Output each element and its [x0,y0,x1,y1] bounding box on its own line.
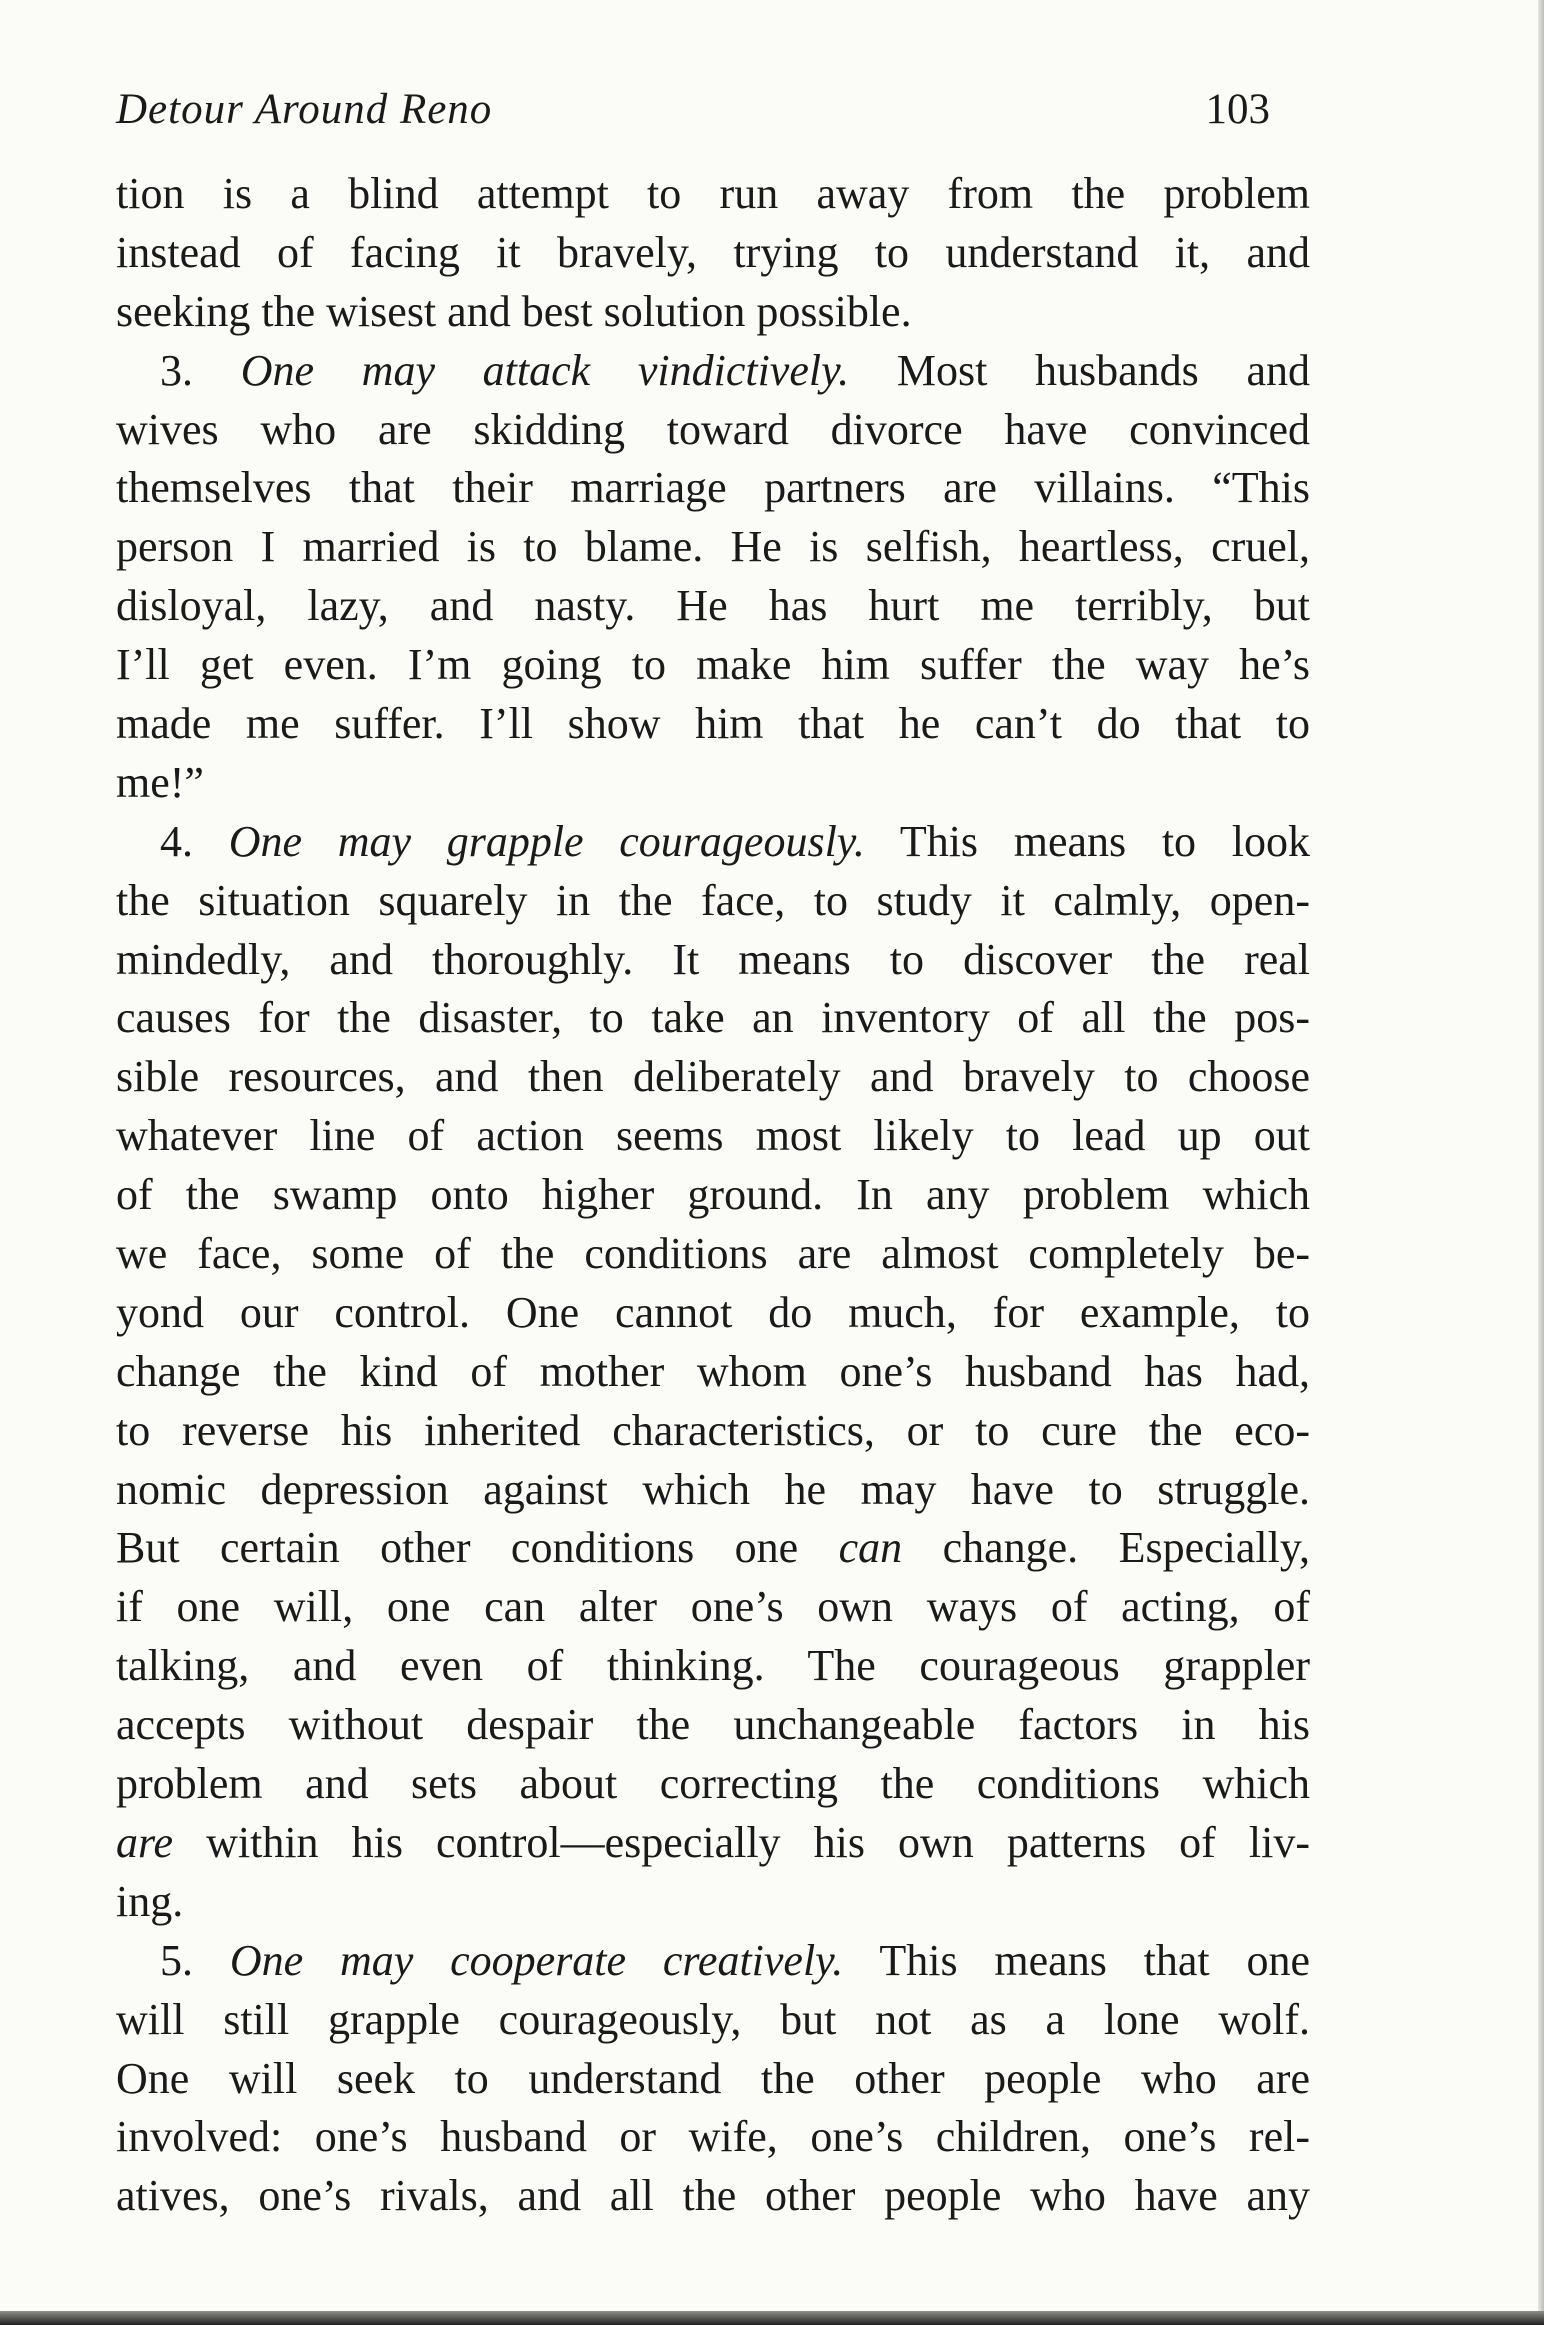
list-number: 4. [160,816,193,866]
text-line: wives who are skidding toward divorce have convinced [116,404,1310,454]
text-line: disloyal, lazy, and nasty. He has hurt me terribly, but [116,581,1310,631]
text-line: accepts without despair the unchangeable factors in his [116,1700,1310,1750]
text-line: But certain other conditions one can change. Especially, [116,1523,1310,1573]
list-item-heading: 5. One may cooperate creatively. This means that one [160,1935,1310,1985]
text-line: mindedly, and thoroughly. It means to discover the real [116,934,1310,984]
text-line: tion is a blind attempt to run away from the problem [116,169,1310,218]
text-line: atives, one’s rivals, and all the other people who have any [116,2171,1310,2221]
text-line: made me suffer. I’ll show him that he can’t do that to [116,699,1310,749]
list-item-heading: 3. One may attack vindictively. Most husbands and [160,345,1311,395]
text-line: person I married is to blame. He is selfish, heartless, cruel, [116,522,1310,572]
text-line: themselves that their marriage partners are villains. “This [116,463,1310,513]
running-title: Detour Around Reno [116,86,493,133]
text-line: problem and sets about correcting the conditions which [116,1759,1310,1809]
list-item-title: One may cooperate creatively. [229,1935,844,1985]
text-line: talking, and even of thinking. The courageous grappler [116,1641,1310,1691]
text-line: will still grapple courageously, but not as a lone wolf. [116,1994,1310,2044]
list-number: 3. [160,345,193,395]
text-line: to reverse his inherited characteristics, or to cure the eco- [116,1405,1310,1455]
text-line: we face, some of the conditions are almost completely be- [116,1229,1310,1279]
emphasis: are [116,1817,174,1867]
text-line: the situation squarely in the face, to study it calmly, open- [116,875,1310,925]
list-item-title: One may grapple courageously. [228,816,865,866]
text-line: ing. [116,1876,184,1926]
text-line: nomic depression against which he may have to struggle. [116,1464,1310,1514]
text-line: yond our control. One cannot do much, for example, to [116,1287,1310,1337]
text-line: instead of facing it bravely, trying to understand it, and [116,227,1310,277]
text-line: whatever line of action seems most likely to lead up out [116,1111,1310,1161]
text-line: me!” [116,757,204,807]
page-edge [1538,0,1544,2325]
text-line: change the kind of mother whom one’s husband has had, [116,1346,1310,1396]
page-number: 103 [1205,86,1270,133]
text-line: of the swamp onto higher ground. In any problem which [116,1170,1310,1220]
page-header [116,80,1270,140]
text-line: seeking the wisest and best solution possible. [116,286,912,336]
text-line: involved: one’s husband or wife, one’s children, one’s rel- [116,2112,1310,2162]
list-number: 5. [160,1935,193,1985]
emphasis: can [838,1523,903,1573]
list-item-heading: 4. One may grapple courageously. This means to look [160,816,1310,866]
body-text [116,165,1310,2226]
list-item-title: One may attack vindictively. [240,345,850,395]
text-line: sible resources, and then deliberately and bravely to choose [116,1052,1310,1102]
text-line: I’ll get even. I’m going to make him suffer the way he’s [116,640,1310,690]
text-line: causes for the disaster, to take an inventory of all the pos- [116,993,1310,1043]
text-line: are within his control—especially his own patterns of liv- [116,1817,1310,1867]
text-line: if one will, one can alter one’s own ways of acting, of [116,1582,1310,1632]
text-line: One will seek to understand the other people who are [116,2053,1310,2103]
page-bottom-edge [0,2311,1544,2325]
